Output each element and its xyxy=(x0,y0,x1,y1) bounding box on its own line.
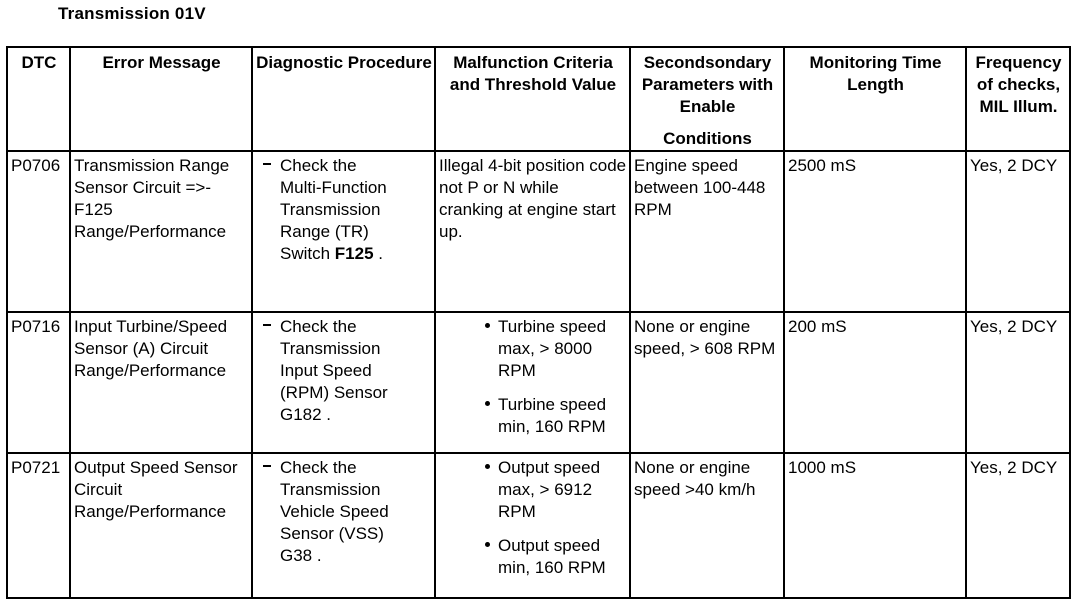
header-secondary-parameters xyxy=(630,47,784,151)
procedure-component-code: F125 xyxy=(334,244,374,263)
header-secondary-parameters-line2: Conditions xyxy=(663,129,752,148)
malfunction-criteria: Illegal 4-bit position code not P or N while cranking at engine start up. xyxy=(435,151,630,312)
frequency: Yes, 2 DCY xyxy=(966,151,1070,312)
procedure-text: Check the Transmission Input Speed (RPM) Sensor G182 . xyxy=(280,317,388,424)
header-monitoring-time: Monitoring Time Length xyxy=(784,47,966,151)
header-diagnostic-procedure: Diagnostic Procedure xyxy=(252,47,435,151)
dash-bullet-icon xyxy=(263,465,271,467)
criteria-list xyxy=(439,457,627,579)
diagnostic-procedure xyxy=(252,312,435,453)
secondary-parameters: None or engine speed, > 608 RPM xyxy=(630,312,784,453)
table-row xyxy=(7,151,1070,312)
error-message: Output Speed Sensor Circuit Range/Performance xyxy=(70,453,252,598)
monitoring-time: 1000 mS xyxy=(784,453,966,598)
procedure-text: Check the Transmission Vehicle Speed Sensor (VSS) G38 . xyxy=(280,458,389,565)
diagnostic-procedure xyxy=(252,151,435,312)
bullet-icon xyxy=(485,323,490,328)
secondary-parameters: None or engine speed >40 km/h xyxy=(630,453,784,598)
header-row xyxy=(7,47,1070,151)
secondary-parameters: Engine speed between 100-448 RPM xyxy=(630,151,784,312)
table-row xyxy=(7,312,1070,453)
monitoring-time: 200 mS xyxy=(784,312,966,453)
list-item: Turbine speed min, 160 RPM xyxy=(485,394,627,438)
list-item: Output speed max, > 6912 RPM xyxy=(485,457,627,523)
error-message: Input Turbine/Speed Sensor (A) Circuit Range/Performance xyxy=(70,312,252,453)
criteria-list xyxy=(439,316,627,438)
dtc-code: P0706 xyxy=(7,151,70,312)
header-malfunction-criteria: Malfunction Criteria and Threshold Value xyxy=(435,47,630,151)
header-dtc: DTC xyxy=(7,47,70,151)
frequency: Yes, 2 DCY xyxy=(966,453,1070,598)
bullet-icon xyxy=(485,464,490,469)
dash-bullet-icon xyxy=(263,163,271,165)
list-item: Output speed min, 160 RPM xyxy=(485,535,627,579)
monitoring-time: 2500 mS xyxy=(784,151,966,312)
bullet-icon xyxy=(485,401,490,406)
dash-bullet-icon xyxy=(263,324,271,326)
dtc-code: P0721 xyxy=(7,453,70,598)
malfunction-criteria xyxy=(435,453,630,598)
page-title: Transmission 01V xyxy=(58,4,206,23)
dtc-code: P0716 xyxy=(7,312,70,453)
diagnostic-procedure xyxy=(252,453,435,598)
malfunction-criteria xyxy=(435,312,630,453)
table-row xyxy=(7,453,1070,598)
procedure-text: Check the Multi-Function Transmission Range (TR) Switch F125 . xyxy=(280,156,387,263)
error-message: Transmission Range Sensor Circuit =>-F125 Range/Performance xyxy=(70,151,252,312)
frequency: Yes, 2 DCY xyxy=(966,312,1070,453)
list-item: Turbine speed max, > 8000 RPM xyxy=(485,316,627,382)
header-error-message: Error Message xyxy=(70,47,252,151)
header-secondary-parameters-line1: Secondsondary Parameters with Enable xyxy=(641,53,774,116)
dtc-table xyxy=(6,46,1071,599)
header-frequency: Frequency of checks, MIL Illum. xyxy=(966,47,1070,151)
bullet-icon xyxy=(485,542,490,547)
